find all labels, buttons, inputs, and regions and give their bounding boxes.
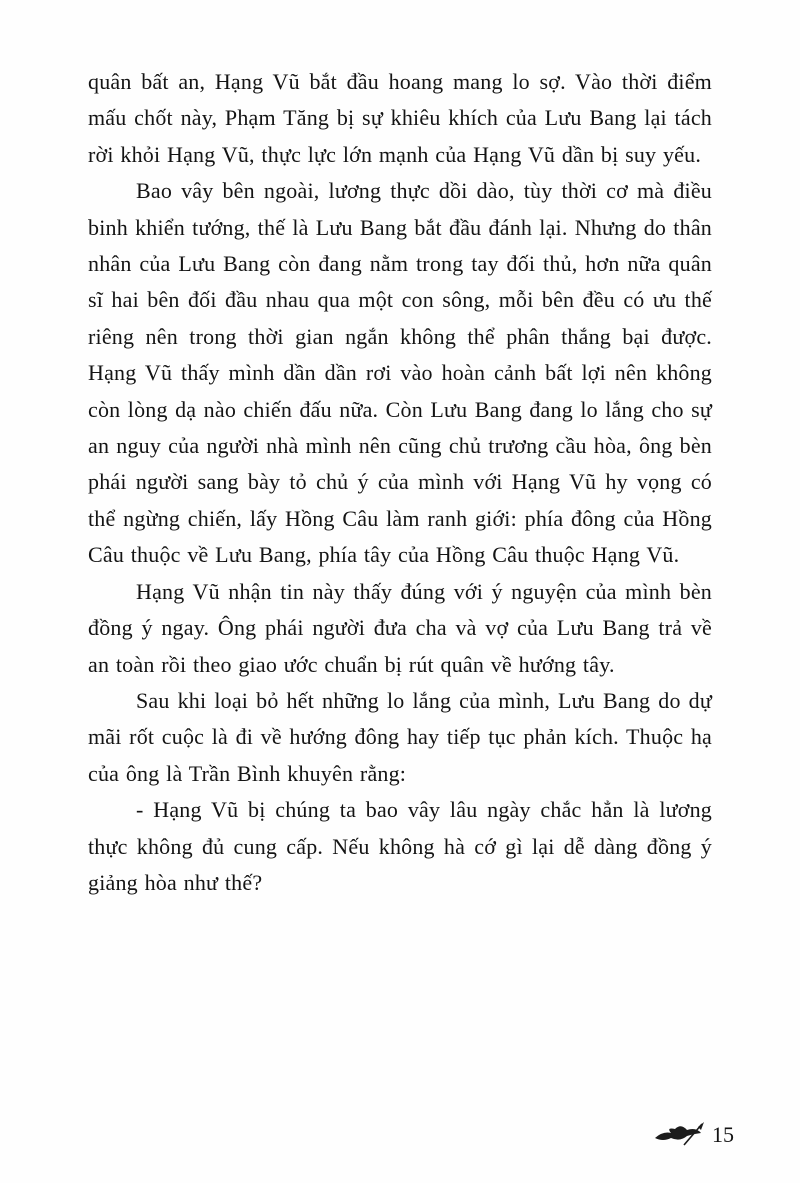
paragraph-dialogue: - Hạng Vũ bị chúng ta bao vây lâu ngày chắc hẳn là lương thực không đủ cung cấp. Nếu không hà cớ gì lại dễ dàng đồng ý giảng hòa như thế? [88,797,712,895]
page-number: 15 [712,1122,734,1147]
swallow-bird-icon [654,1121,708,1149]
paragraph: Bao vây bên ngoài, lương thực dồi dào, tùy thời cơ mà điều binh khiển tướng, thế là Lưu Bang bắt đầu đánh lại. Nhưng do thân nhân của Lưu Bang còn đang nằm trong tay đối thủ, hơn nữa quân sĩ hai bên đối đầu nhau qua một con sông, mỗi bên đều có ưu thế riêng nên trong thời gian ngắn không thể phân thắng bại được. Hạng Vũ thấy mình dần dần rơi vào hoàn cảnh bất lợi nên không còn lòng dạ nào chiến đấu nữa. Còn Lưu Bang đang lo lắng cho sự an nguy của người nhà mình nên cũng chủ trương cầu hòa, ông bèn phái người sang bày tỏ chủ ý của mình với Hạng Vũ hy vọng có thể ngừng chiến, lấy Hồng Câu làm ranh giới: phía đông của Hồng Câu thuộc về Lưu Bang, phía tây của Hồng Câu thuộc Hạng Vũ. [88,178,712,568]
text-block [88,64,712,901]
paragraph-continuation: quân bất an, Hạng Vũ bắt đầu hoang mang lo sợ. Vào thời điểm mấu chốt này, Phạm Tăng bị sự khiêu khích của Lưu Bang lại tách rời khỏi Hạng Vũ, thực lực lớn mạnh của Hạng Vũ dần bị suy yếu. [88,69,712,167]
page-footer [654,1121,734,1149]
paragraph: Sau khi loại bỏ hết những lo lắng của mình, Lưu Bang do dự mãi rốt cuộc là đi về hướng đông hay tiếp tục phản kích. Thuộc hạ của ông là Trần Bình khuyên rằng: [88,687,712,786]
paragraph: Hạng Vũ nhận tin này thấy đúng với ý nguyện của mình bèn đồng ý ngay. Ông phái người đưa cha và vợ của Lưu Bang trả về an toàn rồi theo giao ước chuẩn bị rút quân về hướng tây. [88,578,712,677]
